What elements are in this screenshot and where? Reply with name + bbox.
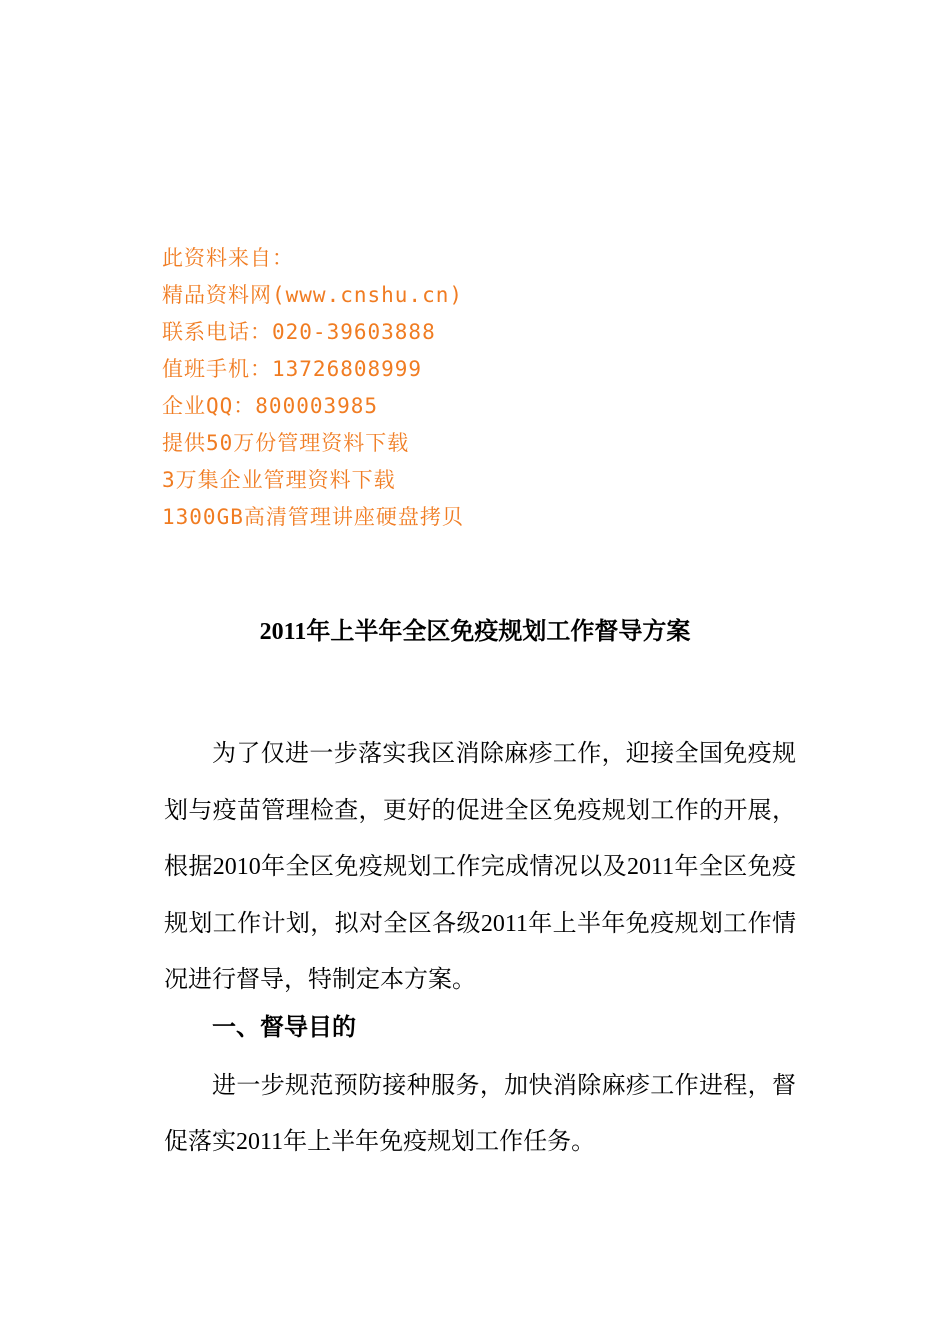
intro-paragraph: 为了仅进一步落实我区消除麻疹工作，迎接全国免疫规划与疫苗管理检查，更好的促进全区免疫规划工作的开展，根据2010年全区免疫规划工作完成情况以及2011年全区免疫规划工作计划，拟对全区各级2011年上半年免疫规划工作情况进行督导，特制定本方案。: [164, 741, 796, 993]
source-line-website: 精品资料网(www.cnshu.cn): [162, 283, 464, 307]
source-info-block: [162, 240, 722, 536]
document-title: 2011年上半年全区免疫规划工作督导方案: [259, 619, 691, 645]
source-line-phone: 联系电话：020-39603888: [162, 320, 436, 344]
source-line-offer-3: 1300GB高清管理讲座硬盘拷贝: [162, 505, 464, 529]
source-line-mobile: 值班手机：13726808999: [162, 357, 423, 381]
source-line-origin: 此资料来自：: [162, 246, 294, 270]
source-line-offer-2: 3万集企业管理资料下载: [162, 468, 396, 492]
source-line-offer-1: 提供50万份管理资料下载: [162, 431, 410, 455]
section-heading-purpose: 一、督导目的: [212, 1015, 356, 1041]
purpose-paragraph: 进一步规范预防接种服务，加快消除麻疹工作进程，督促落实2011年上半年免疫规划工作任务。: [164, 1073, 796, 1155]
source-line-qq: 企业QQ：800003985: [162, 394, 379, 418]
